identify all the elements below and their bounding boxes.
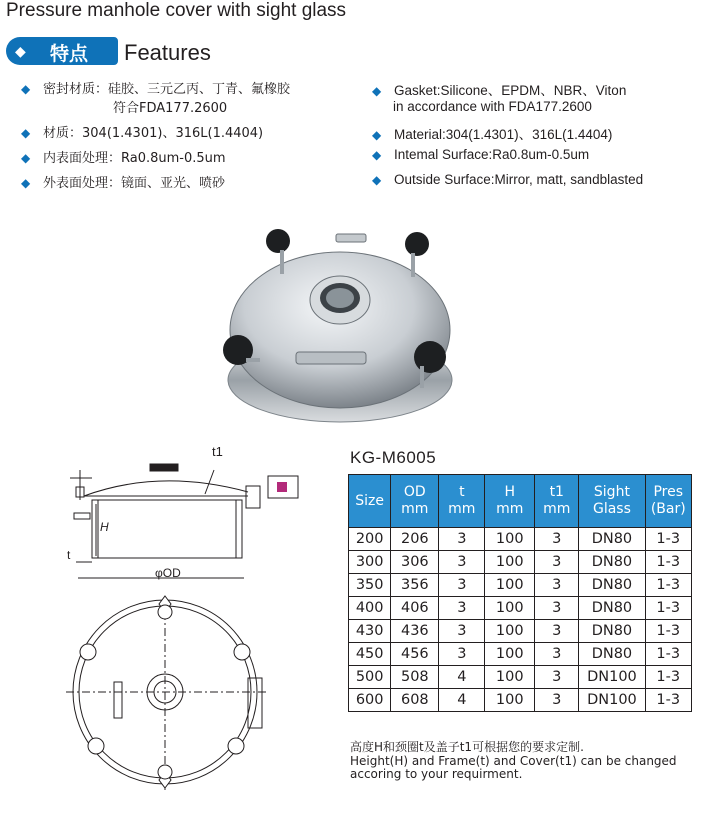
- feature-zh-1b: 符合FDA177.2600: [113, 101, 228, 116]
- spec-table: [348, 474, 692, 712]
- table-row: [349, 666, 692, 689]
- table-cell: 3: [535, 643, 579, 666]
- table-cell: 100: [485, 574, 535, 597]
- diamond-bullet-icon: ◆: [372, 148, 382, 162]
- header-sight-glass: [579, 475, 645, 528]
- feature-text: 外表面处理：镜面、亚光、喷砂: [43, 176, 226, 191]
- diamond-bullet-icon: ◆: [21, 126, 31, 140]
- table-cell: 3: [535, 574, 579, 597]
- diamond-bullet-icon: ◆: [372, 128, 382, 142]
- table-cell: 3: [439, 574, 485, 597]
- table-cell: 3: [439, 551, 485, 574]
- feature-text: Intemal Surface:Ra0.8um-0.5um: [394, 147, 590, 162]
- header-pres: [645, 475, 691, 528]
- feature-en-1b: in accordance with FDA177.2600: [393, 99, 592, 114]
- table-cell: 406: [391, 597, 439, 620]
- table-cell: DN80: [579, 551, 645, 574]
- diamond-icon: ◆: [15, 43, 26, 59]
- table-cell: 1-3: [645, 666, 691, 689]
- feature-en-1: [372, 79, 626, 99]
- label-od: φOD: [155, 566, 181, 580]
- table-cell: 206: [391, 528, 439, 551]
- diamond-bullet-icon: ◆: [21, 151, 31, 165]
- table-cell: DN80: [579, 620, 645, 643]
- feature-zh-2: [21, 122, 263, 141]
- features-heading: Features: [124, 40, 211, 65]
- header-unit: mm: [448, 501, 476, 517]
- table-cell: 1-3: [645, 620, 691, 643]
- spec-table-header-row: [349, 475, 692, 528]
- table-cell: 100: [485, 666, 535, 689]
- table-row: [349, 643, 692, 666]
- table-cell: 600: [349, 689, 391, 712]
- header-unit: mm: [496, 501, 524, 517]
- table-cell: 1-3: [645, 643, 691, 666]
- table-cell: 400: [349, 597, 391, 620]
- feature-zh-3: [21, 147, 226, 166]
- header-text: OD: [403, 484, 426, 500]
- table-cell: 100: [485, 551, 535, 574]
- table-cell: 300: [349, 551, 391, 574]
- table-cell: DN80: [579, 597, 645, 620]
- header-text: H: [504, 484, 516, 500]
- label-H: H: [100, 520, 109, 534]
- header-unit: (Bar): [650, 501, 686, 517]
- table-row: [349, 574, 692, 597]
- header-h: [485, 475, 535, 528]
- feature-zh-4: [21, 172, 225, 191]
- table-cell: 500: [349, 666, 391, 689]
- table-cell: 3: [535, 666, 579, 689]
- table-cell: 100: [485, 689, 535, 712]
- table-cell: 1-3: [645, 574, 691, 597]
- header-text: Size: [355, 492, 385, 509]
- header-text: Pres: [653, 484, 684, 500]
- table-cell: 356: [391, 574, 439, 597]
- note-en-2: accoring to your requirment.: [350, 767, 523, 781]
- feature-en-3: [372, 147, 589, 162]
- features-badge: [6, 37, 118, 65]
- header-text: Glass: [592, 501, 631, 517]
- feature-text: 材质：304(1.4301)、316L(1.4404): [43, 126, 264, 141]
- table-cell: 1-3: [645, 551, 691, 574]
- table-cell: 3: [439, 528, 485, 551]
- table-cell: 430: [349, 620, 391, 643]
- label-t: t: [67, 548, 71, 562]
- header-size: [349, 475, 391, 528]
- feature-en-2: [372, 123, 612, 143]
- table-cell: 3: [535, 528, 579, 551]
- table-row: [349, 551, 692, 574]
- table-cell: DN80: [579, 528, 645, 551]
- table-cell: 3: [439, 597, 485, 620]
- header-text: t1: [549, 484, 564, 500]
- table-cell: 436: [391, 620, 439, 643]
- feature-text: 内表面处理：Ra0.8um-0.5um: [43, 151, 226, 166]
- table-cell: DN100: [579, 689, 645, 712]
- header-unit: mm: [401, 501, 429, 517]
- feature-text: 密封材质：硅胶、三元乙丙、丁青、氟橡胶: [43, 82, 291, 97]
- header-od: [391, 475, 439, 528]
- table-row: [349, 620, 692, 643]
- table-row: [349, 528, 692, 551]
- feature-text: Outside Surface:Mirror, matt, sandblasted: [394, 172, 644, 187]
- diamond-bullet-icon: ◆: [372, 84, 382, 98]
- table-cell: 1-3: [645, 597, 691, 620]
- table-cell: 508: [391, 666, 439, 689]
- table-cell: 4: [439, 666, 485, 689]
- header-t1: [535, 475, 579, 528]
- header-text: Sight: [593, 484, 630, 500]
- header-t: [439, 475, 485, 528]
- table-cell: DN80: [579, 643, 645, 666]
- table-cell: 1-3: [645, 528, 691, 551]
- table-cell: DN80: [579, 574, 645, 597]
- header-unit: mm: [543, 501, 571, 517]
- table-cell: 306: [391, 551, 439, 574]
- table-cell: 3: [439, 643, 485, 666]
- table-cell: 1-3: [645, 689, 691, 712]
- table-cell: 350: [349, 574, 391, 597]
- table-cell: DN100: [579, 666, 645, 689]
- feature-zh-1: [21, 78, 290, 97]
- diamond-bullet-icon: ◆: [21, 82, 31, 96]
- table-cell: 100: [485, 528, 535, 551]
- header-text: t: [459, 484, 465, 500]
- table-cell: 3: [535, 551, 579, 574]
- table-row: [349, 689, 692, 712]
- features-badge-zh: 特点: [50, 43, 89, 65]
- feature-text: Gasket:Silicone、EPDM、NBR、Viton: [394, 83, 627, 98]
- table-cell: 100: [485, 597, 535, 620]
- feature-en-4: [372, 172, 643, 187]
- table-cell: 200: [349, 528, 391, 551]
- diamond-bullet-icon: ◆: [372, 173, 382, 187]
- table-cell: 3: [535, 597, 579, 620]
- table-cell: 450: [349, 643, 391, 666]
- table-cell: 3: [535, 620, 579, 643]
- table-row: [349, 597, 692, 620]
- feature-text: Material:304(1.4301)、316L(1.4404): [394, 127, 613, 142]
- table-cell: 100: [485, 643, 535, 666]
- table-cell: 3: [439, 620, 485, 643]
- label-t1: t1: [212, 444, 223, 459]
- table-cell: 3: [535, 689, 579, 712]
- note-en-1: Height(H) and Frame(t) and Cover(t1) can be changed: [350, 754, 677, 768]
- table-cell: 608: [391, 689, 439, 712]
- note-zh: 高度H和颈圈t及盖子t1可根据您的要求定制.: [350, 740, 584, 754]
- spec-table-body: [349, 528, 692, 712]
- table-cell: 4: [439, 689, 485, 712]
- diamond-bullet-icon: ◆: [21, 176, 31, 190]
- model-number: KG-M6005: [350, 448, 437, 467]
- table-cell: 456: [391, 643, 439, 666]
- page-title: Pressure manhole cover with sight glass: [6, 0, 347, 21]
- table-cell: 100: [485, 620, 535, 643]
